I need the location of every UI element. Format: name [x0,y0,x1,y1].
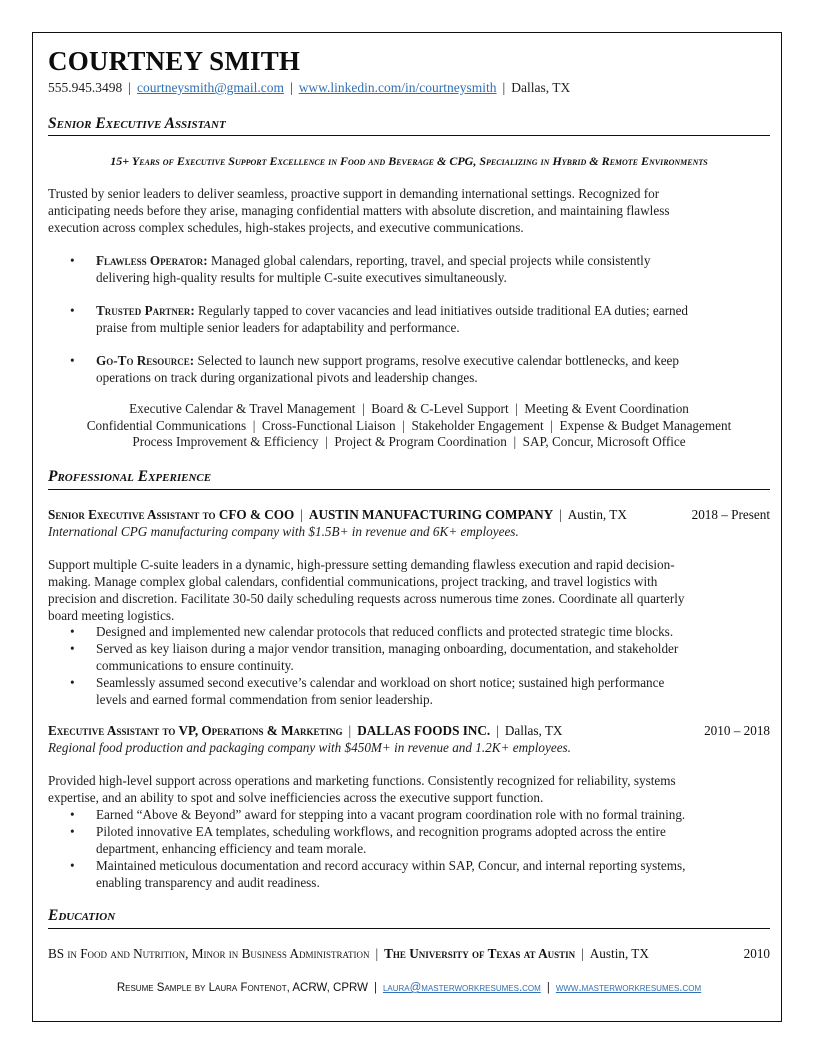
separator: | [546,982,550,994]
summary-line: Trusted by senior leaders to deliver seamless, proactive support in demanding international settings. Recognized for [48,186,660,201]
highlight-item [48,302,770,336]
job-summary-line: Provided high-level support across operations and marketing functions. Consistently recognized for reliability, systems [48,773,676,788]
highlight-label: Flawless Operator: [96,253,208,268]
job-location: Dallas, TX [504,723,563,738]
bullet-text: levels and earned formal commendation from senior leadership. [96,692,433,707]
highlight-text: Selected to launch new support programs, resolve executive calendar bottlenecks, and keep [197,353,679,368]
footer-email-link[interactable]: laura@masterworkresumes.com [382,982,541,994]
highlight-text: delivering high-quality results for multiple C-suite executives simultaneously. [96,270,507,285]
school-location: Austin, TX [589,946,649,961]
company-description: Regional food production and packaging company with $450M+ in revenue and 1.2K+ employees. [48,740,571,755]
school-name: The University of Texas at Austin [384,946,576,961]
footer-website-link[interactable]: www.masterworkresumes.com [555,982,702,994]
summary-paragraph [48,185,770,236]
separator: | [502,80,506,95]
bullet-icon: • [70,624,75,639]
job-dates: 2010 – 2018 [704,723,770,738]
bullet-icon: • [70,303,75,318]
separator: | [373,982,377,994]
separator: | [496,723,499,738]
highlight-item [48,252,770,286]
job-bullet-item [48,806,770,823]
bullet-icon: • [70,858,75,873]
footer-credit: Resume Sample by Laura Fontenot, ACRW, CPRW [116,982,368,994]
bullet-text: enabling transparency and audit readiness. [96,875,320,890]
degree: BS in Food and Nutrition, Minor in Business Administration [48,946,370,961]
education-entry [48,946,770,962]
highlight-label: Trusted Partner: [96,303,195,318]
job-bullet-item [48,823,770,857]
highlight-text: Regularly tapped to cover vacancies and lead initiatives outside traditional EA duties; earned [198,303,689,318]
bullet-icon: • [70,807,75,822]
job-summary-line: board meeting logistics. [48,608,175,623]
section-title-education: Education [48,907,116,924]
summary-tagline: 15+ Years of Executive Support Excellence in Food and Beverage & CPG, Specializing in Hybrid & Remote Environments [110,154,708,168]
graduation-year: 2010 [743,946,770,961]
separator: | [300,507,303,522]
job-title: Senior Executive Assistant to CFO & COO [48,507,295,522]
section-divider [48,928,770,929]
bullet-text: Designed and implemented new calendar protocols that reduced conflicts and protected strategic time blocks. [96,624,674,639]
company-description: International CPG manufacturing company with $1.5B+ in revenue and 6K+ employees. [48,524,519,539]
job-location: Austin, TX [567,507,627,522]
bullet-text: Earned “Above & Beyond” award for stepping into a vacant program coordination role with no formal training. [96,807,686,822]
contact-line [48,80,570,96]
section-divider [48,135,770,136]
job-summary [48,556,770,624]
location: Dallas, TX [511,80,571,95]
section-divider [48,489,770,490]
bullet-text: communications to ensure continuity. [96,658,294,673]
linkedin-link[interactable]: www.linkedin.com/in/courtneysmith [298,80,497,95]
job-dates: 2018 – Present [691,507,770,522]
job-bullets [48,806,770,891]
phone-number: 555.945.3498 [48,80,123,95]
job-bullet-item [48,640,770,674]
job-bullet-item [48,674,770,708]
separator: | [348,723,352,738]
highlight-text: praise from multiple senior leaders for adaptability and performance. [96,320,460,335]
job-bullets [48,623,770,708]
bullet-icon: • [70,824,75,839]
bullet-text: department, enhancing efficiency and team morale. [96,841,367,856]
company-name: DALLAS FOODS INC. [357,723,491,738]
company-name: AUSTIN MANUFACTURING COMPANY [308,507,554,522]
job-bullet-item [48,623,770,640]
job-summary-line: Support multiple C-suite leaders in a dynamic, high-pressure setting demanding flawless execution and rapid decision- [48,557,675,572]
separator: | [289,80,293,95]
bullet-text: Served as key liaison during a major vendor transition, managing onboarding, documentation, and stakeholder [96,641,679,656]
bullet-text: Piloted innovative EA templates, scheduling workflows, and recognition programs adopted across the entire [96,824,666,839]
summary-line: anticipating needs before they arise, managing confidential matters with absolute discretion, and maintaining flawless [48,203,670,218]
skills-line: Confidential Communications | Cross-Functional Liaison | Stakeholder Engagement | Expense & Budget Management [86,417,732,433]
summary-line: execution across complex schedules, high-stakes projects, and executive communications. [48,220,524,235]
skills-line: Executive Calendar & Travel Management | Board & C-Level Support | Meeting & Event Coordination [129,401,689,416]
skills-block [48,401,770,451]
highlight-item [48,352,770,386]
bullet-text: Maintained meticulous documentation and record accuracy within SAP, Concur, and internal reporting systems, [96,858,686,873]
footer-credit-line [48,982,770,994]
highlight-text: operations on track during organizational pivots and leadership changes. [96,370,478,385]
bullet-icon: • [70,353,75,368]
section-title-summary: Senior Executive Assistant [48,115,226,132]
separator: | [128,80,131,95]
bullet-icon: • [70,641,75,656]
job-bullet-item [48,857,770,891]
job-header [48,507,770,523]
job-summary-line: making. Manage complex global calendars, confidential communications, project tracking, and travel logistics with [48,574,658,589]
email-link[interactable]: courtneysmith@gmail.com [136,80,284,95]
job-summary-line: expertise, and an ability to spot and solve inefficiencies across the executive support function. [48,790,544,805]
highlight-label: Go-To Resource: [96,353,195,368]
job-title: Executive Assistant to VP, Operations & Marketing [48,723,343,738]
section-title-experience: Professional Experience [48,468,212,485]
highlight-text: Managed global calendars, reporting, travel, and special projects while consistently [211,253,651,268]
job-header [48,723,770,739]
candidate-name: COURTNEY SMITH [48,46,301,76]
job-summary [48,772,770,806]
skills-line: Process Improvement & Efficiency | Project & Program Coordination | SAP, Concur, Microsoft Office [132,434,686,449]
bullet-icon: • [70,253,75,268]
separator: | [581,946,584,961]
bullet-text: Seamlessly assumed second executive’s calendar and workload on short notice; sustained high performance [96,675,665,690]
bullet-icon: • [70,675,75,690]
separator: | [559,507,562,522]
job-summary-line: precision and discretion. Facilitate 30-50 daily scheduling requests across numerous time zones. Coordinate all quarterly [48,591,685,606]
highlights-list [48,252,770,386]
separator: | [375,946,379,961]
